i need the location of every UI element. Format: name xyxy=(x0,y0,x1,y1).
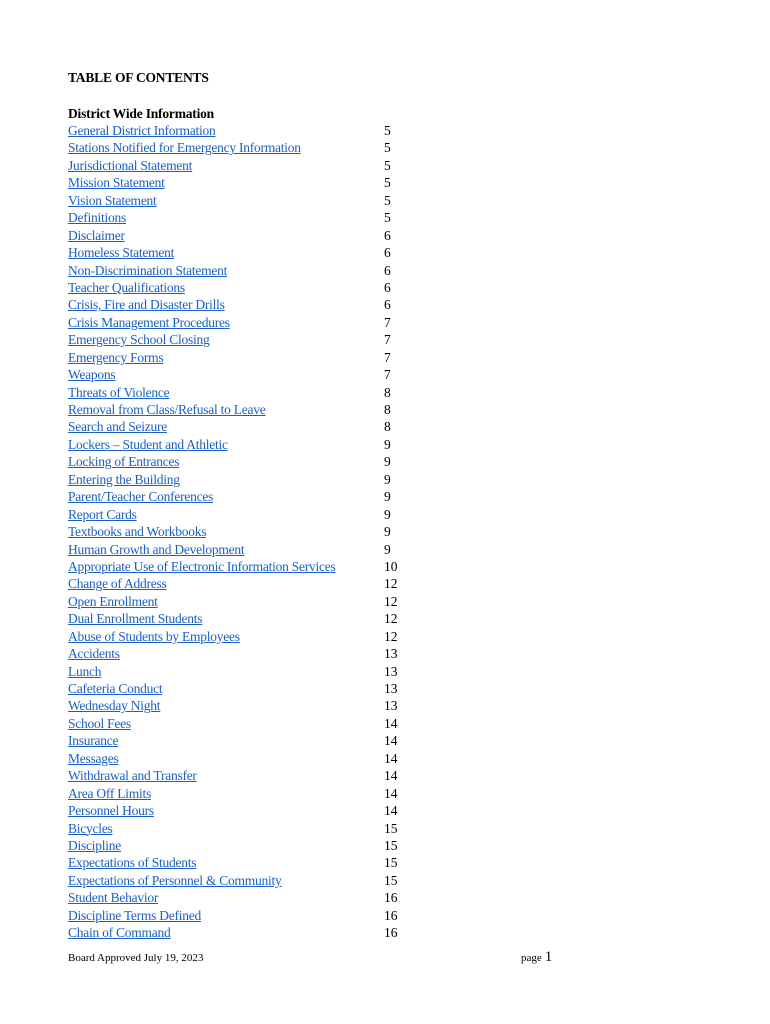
toc-entry xyxy=(68,262,428,279)
toc-entry-link[interactable]: Discipline Terms Defined xyxy=(68,907,202,923)
toc-entry-link[interactable]: Dual Enrollment Students xyxy=(68,611,203,627)
toc-entry-link[interactable]: Chain of Command xyxy=(68,925,171,941)
toc-entry-page-number: 6 xyxy=(384,262,391,278)
toc-entry-link[interactable]: Removal from Class/Refusal to Leave xyxy=(68,402,266,417)
footer-page-indicator xyxy=(521,949,552,966)
toc-entry xyxy=(68,750,428,767)
toc-entry-page-number: 6 xyxy=(384,297,391,313)
toc-entry xyxy=(68,471,428,488)
toc-entry xyxy=(68,139,428,156)
toc-entry-link[interactable]: Personnel Hours xyxy=(68,803,154,819)
toc-entry xyxy=(68,697,428,714)
toc-entry-link[interactable]: Expectations of Personnel & Community xyxy=(68,872,282,888)
toc-entry-page-number: 5 xyxy=(384,210,391,226)
toc-entry xyxy=(68,785,428,802)
toc-entry xyxy=(68,889,428,906)
toc-entry xyxy=(68,767,428,784)
toc-entry-page-number: 12 xyxy=(384,593,398,609)
toc-entry xyxy=(68,610,428,627)
toc-entry xyxy=(68,732,428,749)
toc-entry-link[interactable]: Bicycles xyxy=(68,820,113,836)
toc-entry xyxy=(68,296,428,313)
toc-entry-page-number: 7 xyxy=(384,332,391,348)
toc-entry-page-number: 7 xyxy=(384,314,391,330)
toc-entry-page-number: 5 xyxy=(384,157,391,173)
toc-entry xyxy=(68,523,428,540)
toc-entry-link[interactable]: Report Cards xyxy=(68,506,137,522)
toc-entry xyxy=(68,715,428,732)
toc-entry-page-number: 7 xyxy=(384,367,391,383)
toc-entry-page-number: 15 xyxy=(384,855,398,871)
toc-entry-link[interactable]: Definitions xyxy=(68,210,126,226)
toc-entry-page-number: 5 xyxy=(384,175,391,191)
toc-entry xyxy=(68,244,428,261)
toc-entry-link[interactable]: Search and Seizure xyxy=(68,419,167,435)
toc-entry-page-number: 16 xyxy=(384,907,398,923)
toc-entry-page-number: 6 xyxy=(384,227,391,243)
toc-entry xyxy=(68,680,428,697)
toc-entry xyxy=(68,418,428,435)
toc-entry-page-number: 6 xyxy=(384,245,391,261)
toc-entry-link[interactable]: Parent/Teacher Conferences xyxy=(68,489,214,505)
toc-entry-page-number: 9 xyxy=(384,541,391,557)
toc-entry xyxy=(68,488,428,505)
toc-entry-page-number: 7 xyxy=(384,349,391,365)
toc-entry xyxy=(68,227,428,244)
toc-entry-page-number: 14 xyxy=(384,733,398,749)
toc-entry-link[interactable]: Insurance xyxy=(68,733,119,749)
toc-entry xyxy=(68,872,428,889)
footer-page-label: page xyxy=(521,952,542,964)
toc-entry-page-number: 5 xyxy=(384,140,391,156)
toc-entry-link[interactable]: School Fees xyxy=(68,715,131,731)
toc-entry-page-number: 12 xyxy=(384,628,398,644)
toc-entry-link[interactable]: Cafeteria Conduct xyxy=(68,681,163,696)
toc-entry-link[interactable]: Appropriate Use of Electronic Information Services xyxy=(68,558,336,574)
toc-entry-link[interactable]: Expectations of Students xyxy=(68,855,197,871)
toc-entry-link[interactable]: Crisis Management Procedures xyxy=(68,314,230,330)
toc-entry-page-number: 13 xyxy=(384,681,398,696)
toc-entry xyxy=(68,366,428,383)
toc-entry-link[interactable]: Open Enrollment xyxy=(68,593,158,609)
toc-entry-page-number: 14 xyxy=(384,803,398,819)
toc-entry-link[interactable]: Wednesday Night xyxy=(68,698,161,714)
toc-entry-link[interactable]: Threats of Violence xyxy=(68,384,170,400)
toc-entry-page-number: 13 xyxy=(384,698,398,714)
toc-entry-page-number: 9 xyxy=(384,454,391,470)
toc-entry-link[interactable]: Locking of Entrances xyxy=(68,454,180,470)
toc-entry xyxy=(68,174,428,191)
toc-entry xyxy=(68,820,428,837)
toc-entry xyxy=(68,436,428,453)
toc-entry-link[interactable]: Stations Notified for Emergency Information xyxy=(68,140,301,156)
toc-entry-page-number: 13 xyxy=(384,646,398,662)
toc-entry xyxy=(68,924,428,941)
toc-entry-link[interactable]: Vision Statement xyxy=(68,192,157,208)
toc-entry-link[interactable]: Homeless Statement xyxy=(68,245,175,261)
toc-entry-page-number: 5 xyxy=(384,123,391,138)
toc-entry-link[interactable]: Human Growth and Development xyxy=(68,541,245,557)
toc-entry-link[interactable]: Area Off Limits xyxy=(68,785,151,801)
toc-entry-page-number: 15 xyxy=(384,872,398,888)
toc-entry-page-number: 8 xyxy=(384,384,391,400)
toc-entry-page-number: 14 xyxy=(384,768,398,784)
toc-entry xyxy=(68,122,428,139)
toc-entry-page-number: 9 xyxy=(384,489,391,505)
toc-entry-link[interactable]: Withdrawal and Transfer xyxy=(68,768,197,784)
toc-entry-page-number: 9 xyxy=(384,436,391,452)
toc-entry xyxy=(68,575,428,592)
toc-entry xyxy=(68,593,428,610)
toc-entry xyxy=(68,837,428,854)
toc-entry-page-number: 6 xyxy=(384,279,391,295)
toc-entry-link[interactable]: Disclaimer xyxy=(68,227,125,243)
footer-approval-text: Board Approved July 19, 2023 xyxy=(68,952,204,964)
toc-entry xyxy=(68,506,428,523)
toc-entry-page-number: 14 xyxy=(384,715,398,731)
toc-entry-page-number: 12 xyxy=(384,611,398,627)
toc-entry xyxy=(68,907,428,924)
toc-entry xyxy=(68,663,428,680)
toc-entry xyxy=(68,453,428,470)
section-heading: District Wide Information xyxy=(68,106,214,121)
toc-entry xyxy=(68,401,428,418)
toc-entry-link[interactable]: Lunch xyxy=(68,663,102,679)
toc-entry-link[interactable]: Weapons xyxy=(68,367,116,383)
toc-entry-link[interactable]: General District Information xyxy=(68,123,216,138)
toc-entry-link[interactable]: Messages xyxy=(68,750,119,766)
toc-entry xyxy=(68,541,428,558)
toc-entry xyxy=(68,384,428,401)
toc-entry-page-number: 9 xyxy=(384,506,391,522)
toc-entry-page-number: 16 xyxy=(384,925,398,941)
toc-entry xyxy=(68,279,428,296)
toc-entry xyxy=(68,314,428,331)
toc-entry xyxy=(68,802,428,819)
toc-entry-link[interactable]: Emergency Forms xyxy=(68,349,164,365)
toc-entry-link[interactable]: Change of Address xyxy=(68,576,167,592)
toc-entry-link[interactable]: Crisis, Fire and Disaster Drills xyxy=(68,297,225,313)
toc-entry-link[interactable]: Mission Statement xyxy=(68,175,165,191)
toc-list xyxy=(68,122,428,942)
toc-entry-page-number: 13 xyxy=(384,663,398,679)
toc-entry-link[interactable]: Textbooks and Workbooks xyxy=(68,524,207,540)
toc-entry xyxy=(68,331,428,348)
toc-entry-link[interactable]: Entering the Building xyxy=(68,471,180,487)
toc-entry-link[interactable]: Lockers – Student and Athletic xyxy=(68,436,228,452)
toc-entry-page-number: 9 xyxy=(384,471,391,487)
toc-entry xyxy=(68,157,428,174)
toc-entry xyxy=(68,628,428,645)
footer-page-number: 1 xyxy=(544,949,553,965)
toc-entry-page-number: 8 xyxy=(384,402,391,417)
toc-entry xyxy=(68,209,428,226)
toc-entry-link[interactable]: Emergency School Closing xyxy=(68,332,210,348)
toc-entry-page-number: 16 xyxy=(384,890,398,906)
toc-entry-page-number: 15 xyxy=(384,837,398,853)
toc-entry-link[interactable]: Teacher Qualifications xyxy=(68,279,185,295)
toc-entry xyxy=(68,192,428,209)
toc-entry xyxy=(68,645,428,662)
toc-entry-page-number: 8 xyxy=(384,419,391,435)
toc-entry-link[interactable]: Non-Discrimination Statement xyxy=(68,262,228,278)
toc-entry-link[interactable]: Accidents xyxy=(68,646,120,662)
toc-entry-page-number: 15 xyxy=(384,820,398,836)
toc-entry-page-number: 10 xyxy=(384,558,398,574)
toc-entry-page-number: 14 xyxy=(384,785,398,801)
toc-entry xyxy=(68,558,428,575)
toc-entry-link[interactable]: Jurisdictional Statement xyxy=(68,157,193,173)
toc-entry-page-number: 14 xyxy=(384,750,398,766)
toc-entry-link[interactable]: Abuse of Students by Employees xyxy=(68,628,240,644)
toc-entry-link[interactable]: Student Behavior xyxy=(68,890,159,906)
toc-title: TABLE OF CONTENTS xyxy=(68,70,209,85)
toc-entry-page-number: 5 xyxy=(384,192,391,208)
toc-entry-page-number: 9 xyxy=(384,524,391,540)
toc-entry xyxy=(68,854,428,871)
toc-entry-link[interactable]: Discipline xyxy=(68,837,121,853)
toc-entry xyxy=(68,349,428,366)
toc-entry-page-number: 12 xyxy=(384,576,398,592)
